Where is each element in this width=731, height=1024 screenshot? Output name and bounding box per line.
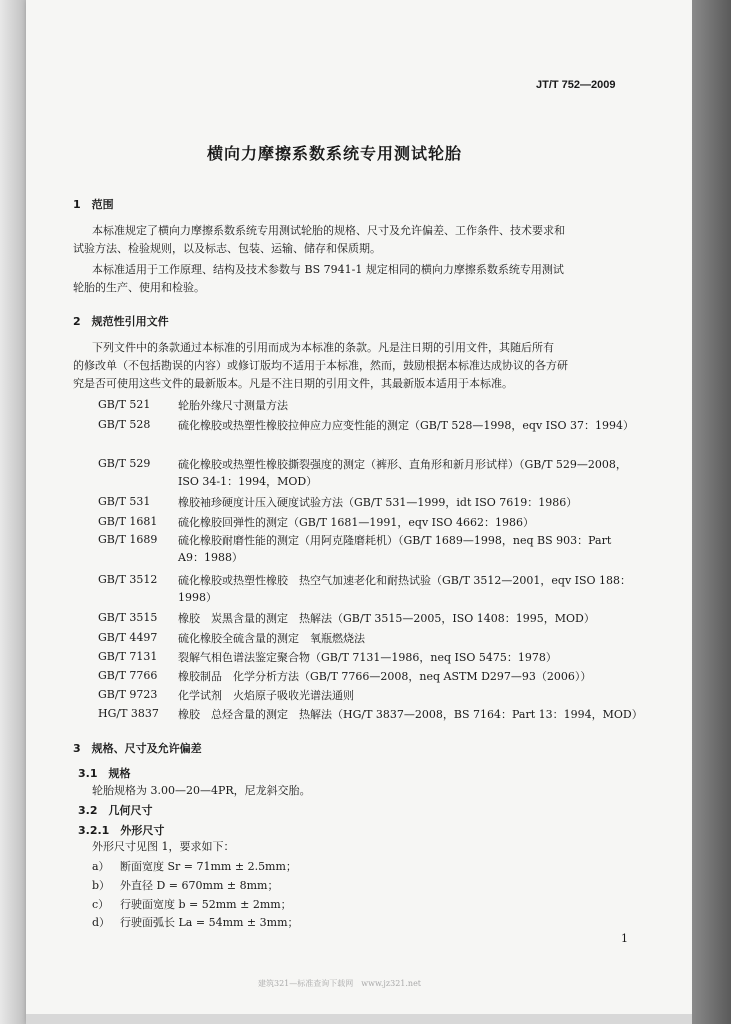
- section-1-p2-line2: 轮胎的生产、使用和检验。: [73, 281, 205, 294]
- section-2-heading: 2 规范性引用文件: [73, 315, 169, 328]
- list-item-label: b）: [92, 879, 111, 892]
- ref-code: HG/T 3837: [98, 707, 159, 720]
- scan-right-margin: [692, 0, 731, 1024]
- ref-title: 轮胎外缘尺寸测量方法: [178, 399, 288, 412]
- standard-code: JT/T 752—2009: [536, 79, 616, 91]
- ref-title: 橡胶制品 化学分析方法（GB/T 7766—2008，neq ASTM D297—93（2006））: [178, 670, 592, 683]
- ref-title: 橡胶袖珍硬度计压入硬度试验方法（GB/T 531—1999，idt ISO 7619：1986）: [178, 496, 578, 509]
- ref-code: GB/T 3515: [98, 611, 158, 624]
- list-item-label: c）: [92, 898, 110, 911]
- ref-code: GB/T 521: [98, 398, 151, 411]
- section-1-p2-line1: 本标准适用于工作原理、结构及技术参数与 BS 7941-1 规定相同的横向力摩擦系数系统专用测试: [92, 263, 564, 276]
- ref-code: GB/T 531: [98, 495, 151, 508]
- section-2-intro-line3: 究是否可使用这些文件的最新版本。凡是不注日期的引用文件，其最新版本适用于本标准。: [73, 377, 513, 390]
- section-3-2-heading: 3.2 几何尺寸: [78, 804, 153, 817]
- document-title: 横向力摩擦系数系统专用测试轮胎: [207, 144, 463, 163]
- ref-title: 橡胶 总烃含量的测定 热解法（HG/T 3837—2008，BS 7164：Part 13：1994，MOD）: [178, 708, 643, 721]
- ref-title: 裂解气相色谱法鉴定聚合物（GB/T 7131—1986，neq ISO 5475：1978）: [178, 651, 557, 664]
- section-1-p1-line2: 试验方法、检验规则，以及标志、包装、运输、储存和保质期。: [73, 242, 381, 255]
- ref-title: 硫化橡胶或热塑性橡胶 热空气加速老化和耐热试验（GB/T 3512—2001，eqv ISO 188：1998）: [178, 574, 632, 604]
- section-1-heading: 1 范围: [73, 198, 114, 211]
- footer-watermark: 建筑321—标准查询下载网 www.jz321.net: [258, 979, 422, 988]
- list-item-label: d）: [92, 916, 111, 929]
- list-item-text: 断面宽度 Sr = 71mm ± 2.5mm；: [120, 860, 297, 873]
- list-item-text: 外直径 D = 670mm ± 8mm；: [120, 879, 279, 892]
- list-item-text: 行驶面宽度 b = 52mm ± 2mm；: [120, 898, 292, 911]
- section-3-1-heading: 3.1 规格: [78, 767, 131, 780]
- list-item-label: a）: [92, 860, 110, 873]
- ref-code: GB/T 4497: [98, 631, 158, 644]
- section-2-intro-line1: 下列文件中的条款通过本标准的引用而成为本标准的条款。凡是注日期的引用文件，其随后所有: [92, 341, 554, 354]
- section-3-2-1-intro: 外形尺寸见图 1，要求如下：: [92, 840, 235, 853]
- scan-bottom-edge: [26, 1014, 692, 1024]
- ref-code: GB/T 529: [98, 457, 151, 470]
- ref-code: GB/T 1689: [98, 533, 158, 546]
- section-2-intro-line2: 的修改单（不包括勘误的内容）或修订版均不适用于本标准，然而，鼓励根据本标准达成协议的各方研: [73, 359, 568, 372]
- ref-code: GB/T 3512: [98, 573, 158, 586]
- section-3-1-text: 轮胎规格为 3.00—20—4PR，尼龙斜交胎。: [92, 784, 311, 797]
- ref-title: 硫化橡胶耐磨性能的测定（用阿克隆磨耗机）（GB/T 1689—1998，neq BS 903：Part A9：1988）: [178, 534, 612, 564]
- ref-title: 硫化橡胶或热塑性橡胶拉伸应力应变性能的测定（GB/T 528—1998，eqv ISO 37：1994）: [178, 419, 635, 432]
- ref-title: 橡胶 炭黑含量的测定 热解法（GB/T 3515—2005，ISO 1408：1995，MOD）: [178, 612, 595, 625]
- ref-code: GB/T 7131: [98, 650, 158, 663]
- ref-title: 硫化橡胶全硫含量的测定 氧瓶燃烧法: [178, 632, 365, 645]
- section-3-heading: 3 规格、尺寸及允许偏差: [73, 742, 202, 755]
- scan-left-margin: [0, 0, 26, 1024]
- ref-code: GB/T 9723: [98, 688, 158, 701]
- section-1-p1-line1: 本标准规定了横向力摩擦系数系统专用测试轮胎的规格、尺寸及允许偏差、工作条件、技术要求和: [92, 224, 565, 237]
- ref-title: 硫化橡胶或热塑性橡胶撕裂强度的测定（裤形、直角形和新月形试样）（GB/T 529—2008，ISO 34-1：1994，MOD）: [178, 458, 627, 488]
- ref-title: 硫化橡胶回弹性的测定（GB/T 1681—1991，eqv ISO 4662：1986）: [178, 516, 535, 529]
- ref-code: GB/T 1681: [98, 515, 158, 528]
- ref-code: GB/T 528: [98, 418, 151, 431]
- section-3-2-1-heading: 3.2.1 外形尺寸: [78, 824, 165, 837]
- list-item-text: 行驶面弧长 La = 54mm ± 3mm；: [120, 916, 299, 929]
- ref-title: 化学试剂 火焰原子吸收光谱法通则: [178, 689, 354, 702]
- ref-code: GB/T 7766: [98, 669, 158, 682]
- page-number: 1: [621, 932, 628, 945]
